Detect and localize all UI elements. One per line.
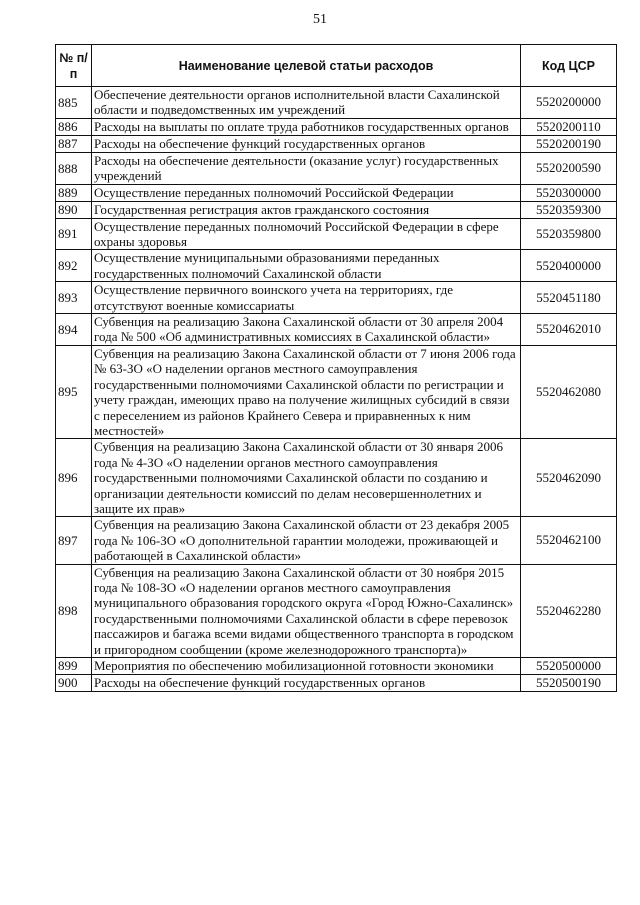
row-code: 5520462090: [521, 439, 617, 517]
header-code: Код ЦСР: [521, 45, 617, 87]
table-row: [56, 564, 617, 657]
row-number: 894: [56, 314, 92, 346]
table-header-row: [56, 45, 617, 87]
row-name: Осуществление переданных полномочий Российской Федерации в сфере охраны здоровья: [92, 218, 521, 250]
table-row: [56, 675, 617, 692]
row-code: 5520462100: [521, 517, 617, 564]
table-row: [56, 201, 617, 218]
row-number: 899: [56, 658, 92, 675]
row-name: Осуществление муниципальными образованиями переданных государственных полномочий Сахалинской области: [92, 250, 521, 282]
row-number: 889: [56, 184, 92, 201]
table-row: [56, 118, 617, 135]
row-code: 5520359800: [521, 218, 617, 250]
row-number: 886: [56, 118, 92, 135]
row-code: 5520462280: [521, 564, 617, 657]
row-code: 5520300000: [521, 184, 617, 201]
row-number: 897: [56, 517, 92, 564]
table-row: [56, 345, 617, 438]
table-body: [56, 87, 617, 692]
table-row: [56, 218, 617, 250]
row-name: Субвенция на реализацию Закона Сахалинской области от 23 декабря 2005 года № 106-ЗО «О дополнительной гарантии молодежи, проживающей и работающей в Сахалинской области»: [92, 517, 521, 564]
row-number: 888: [56, 152, 92, 184]
row-code: 5520500000: [521, 658, 617, 675]
row-code: 5520200110: [521, 118, 617, 135]
row-number: 892: [56, 250, 92, 282]
table-row: [56, 282, 617, 314]
budget-table: [55, 44, 617, 692]
row-name: Расходы на выплаты по оплате труда работников государственных органов: [92, 118, 521, 135]
page-number: 51: [313, 12, 327, 27]
row-number: 898: [56, 564, 92, 657]
table-row: [56, 152, 617, 184]
row-code: 5520462010: [521, 314, 617, 346]
row-code: 5520200190: [521, 135, 617, 152]
row-code: 5520200590: [521, 152, 617, 184]
table-row: [56, 439, 617, 517]
row-code: 5520500190: [521, 675, 617, 692]
row-code: 5520200000: [521, 87, 617, 119]
row-name: Субвенция на реализацию Закона Сахалинской области от 30 января 2006 года № 4-ЗО «О наделении органов местного самоуправления государственными полномочиями Сахалинской области по созданию и организации деятельности комиссий по делам несовершеннолетних и защите их прав»: [92, 439, 521, 517]
table-row: [56, 184, 617, 201]
row-code: 5520400000: [521, 250, 617, 282]
row-number: 887: [56, 135, 92, 152]
row-name: Мероприятия по обеспечению мобилизационной готовности экономики: [92, 658, 521, 675]
row-code: 5520359300: [521, 201, 617, 218]
row-name: Расходы на обеспечение функций государственных органов: [92, 675, 521, 692]
table-row: [56, 135, 617, 152]
row-name: Государственная регистрация актов гражданского состояния: [92, 201, 521, 218]
row-name: Субвенция на реализацию Закона Сахалинской области от 7 июня 2006 года № 63-ЗО «О наделении органов местного самоуправления государственными полномочиями Сахалинской области по регистрации и учету граждан, имеющих право на получение жилищных субсидий в связи с переселением из районов Крайнего Севера и приравненных к ним местностей»: [92, 345, 521, 438]
row-name: Обеспечение деятельности органов исполнительной власти Сахалинской области и подведомственных им учреждений: [92, 87, 521, 119]
row-number: 895: [56, 345, 92, 438]
table-row: [56, 658, 617, 675]
header-name: Наименование целевой статьи расходов: [92, 45, 521, 87]
row-number: 896: [56, 439, 92, 517]
table-row: [56, 87, 617, 119]
header-num: № п/п: [56, 45, 92, 87]
table-row: [56, 250, 617, 282]
row-number: 900: [56, 675, 92, 692]
row-name: Субвенция на реализацию Закона Сахалинской области от 30 ноября 2015 года № 108-ЗО «О наделении органов местного самоуправления муниципального образования городского округа «Город Южно-Сахалинск» государственными полномочиями Сахалинской области в сфере перевозок пассажиров и багажа всеми видами общественного транспорта в городском и пригородном сообщении (кроме железнодорожного транспорта)»: [92, 564, 521, 657]
table-row: [56, 314, 617, 346]
row-number: 893: [56, 282, 92, 314]
row-code: 5520462080: [521, 345, 617, 438]
row-name: Расходы на обеспечение деятельности (оказание услуг) государственных учреждений: [92, 152, 521, 184]
table-row: [56, 517, 617, 564]
row-number: 891: [56, 218, 92, 250]
row-name: Осуществление переданных полномочий Российской Федерации: [92, 184, 521, 201]
row-name: Расходы на обеспечение функций государственных органов: [92, 135, 521, 152]
row-name: Субвенция на реализацию Закона Сахалинской области от 30 апреля 2004 года № 500 «Об административных комиссиях в Сахалинской области»: [92, 314, 521, 346]
row-code: 5520451180: [521, 282, 617, 314]
row-number: 885: [56, 87, 92, 119]
row-number: 890: [56, 201, 92, 218]
row-name: Осуществление первичного воинского учета на территориях, где отсутствуют военные комиссариаты: [92, 282, 521, 314]
